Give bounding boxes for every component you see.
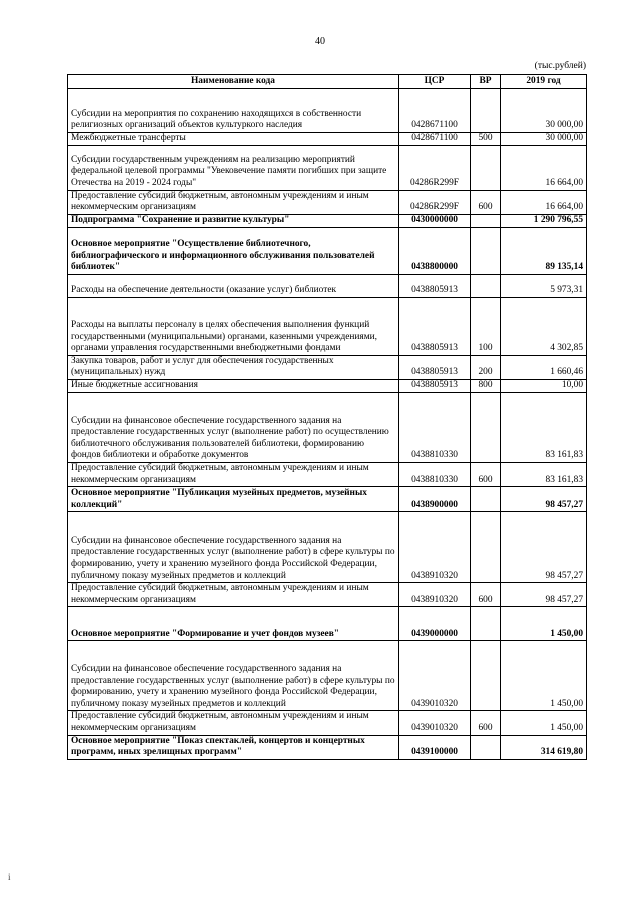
cell-vr [471,607,501,641]
cell-amount: 1 450,00 [501,711,587,735]
cell-vr [471,274,501,297]
table-row [68,89,587,133]
cell-csr: 0438805913 [399,379,471,392]
cell-amount: 314 619,80 [501,735,587,759]
table-row [68,297,587,355]
header-name: Наименование кода [68,75,399,89]
cell-amount: 16 664,00 [501,190,587,214]
cell-csr: 0438810330 [399,392,471,462]
cell-name: Расходы на выплаты персоналу в целях обеспечения выполнения функций государственными (муниципальными) органами, казенными учреждениями, органами управления государственными внебюджетными фондами [68,297,399,355]
cell-amount: 5 973,31 [501,274,587,297]
cell-vr: 600 [471,462,501,486]
cell-amount: 1 290 796,55 [501,214,587,227]
cell-name: Субсидии на финансовое обеспечение государственного задания на предоставление государственных услуг (выполнение работ) в сфере культуры по формированию, учету и хранению музейного фонда Российской Федерации, публичному показу музейных предметов и коллекций [68,641,399,711]
cell-name: Предоставление субсидий бюджетным, автономным учреждениям и иным некоммерческим организациям [68,462,399,486]
table-row [68,274,587,297]
cell-name: Иные бюджетные ассигнования [68,379,399,392]
cell-csr: 0430000000 [399,214,471,227]
cell-amount: 10,00 [501,379,587,392]
cell-csr: 0439010320 [399,641,471,711]
cell-csr: 0438805913 [399,274,471,297]
cell-name: Субсидии государственным учреждениям на реализацию мероприятий федеральной целевой программы "Увековечение памяти погибших при защите Отечества на 2019 - 2024 годы" [68,145,399,190]
table-row [68,133,587,146]
table-row [68,487,587,512]
cell-csr: 0439000000 [399,607,471,641]
cell-amount: 1 450,00 [501,607,587,641]
cell-csr: 0439100000 [399,735,471,759]
cell-csr: 0438910320 [399,512,471,583]
cell-name: Субсидии на мероприятия по сохранению находящихся в собственности религиозных организаций объектов культуркого наследия [68,89,399,133]
cell-amount: 89 135,14 [501,227,587,274]
cell-csr: 04286R299F [399,190,471,214]
cell-name: Субсидии на финансовое обеспечение государственного задания на предоставление государственных услуг (выполнение работ) в сфере культуры по формированию, учету и хранению музейного фонда Российской Федерации, публичному показу музейных предметов и коллекций [68,512,399,583]
cell-vr [471,392,501,462]
cell-name: Основное мероприятие "Осуществление библиотечного, библиографического и информационного обслуживания пользователей библиотек" [68,227,399,274]
cell-csr: 0438800000 [399,227,471,274]
cell-vr [471,145,501,190]
cell-vr: 200 [471,355,501,379]
budget-table [67,74,587,760]
cell-name: Основное мероприятие "Показ спектаклей, концертов и концертных программ, иных зрелищных программ" [68,735,399,759]
page-number: 40 [315,36,325,47]
cell-csr: 0438910320 [399,583,471,607]
cell-csr: 0438805913 [399,297,471,355]
cell-vr: 600 [471,190,501,214]
header-vr: ВР [471,75,501,89]
cell-amount: 83 161,83 [501,392,587,462]
cell-amount: 1 450,00 [501,641,587,711]
cell-vr [471,641,501,711]
table-row [68,583,587,607]
cell-vr: 600 [471,583,501,607]
table-row [68,512,587,583]
cell-name: Основное мероприятие "Публикация музейных предметов, музейных коллекций" [68,487,399,512]
table-row [68,379,587,392]
cell-vr: 100 [471,297,501,355]
cell-vr: 800 [471,379,501,392]
table-row [68,462,587,486]
table-row [68,392,587,462]
cell-name: Подпрограмма "Сохранение и развитие культуры" [68,214,399,227]
table-header-row [68,75,587,89]
table-row [68,711,587,735]
table-row [68,190,587,214]
table-row [68,214,587,227]
cell-csr: 0438900000 [399,487,471,512]
cell-name: Межбюджетные трансферты [68,133,399,146]
table-row [68,641,587,711]
cell-amount: 98 457,27 [501,487,587,512]
cell-csr: 0439010320 [399,711,471,735]
table-row [68,735,587,759]
cell-csr: 04286R299F [399,145,471,190]
header-csr: ЦСР [399,75,471,89]
cell-amount: 30 000,00 [501,133,587,146]
cell-vr [471,487,501,512]
cell-amount: 16 664,00 [501,145,587,190]
cell-name: Закупка товаров, работ и услуг для обеспечения государственных (муниципальных) нужд [68,355,399,379]
header-amount: 2019 год [501,75,587,89]
cell-amount: 4 302,85 [501,297,587,355]
cell-amount: 83 161,83 [501,462,587,486]
cell-name: Основное мероприятие "Формирование и учет фондов музеев" [68,607,399,641]
cell-amount: 98 457,27 [501,512,587,583]
cell-csr: 0428671100 [399,89,471,133]
cell-csr: 0428671100 [399,133,471,146]
cell-name: Предоставление субсидий бюджетным, автономным учреждениям и иным некоммерческим организациям [68,583,399,607]
cell-vr [471,89,501,133]
cell-name: Предоставление субсидий бюджетным, автономным учреждениям и иным некоммерческим организациям [68,711,399,735]
table-row [68,227,587,274]
cell-name: Предоставление субсидий бюджетным, автономным учреждениям и иным некоммерческим организациям [68,190,399,214]
cell-name: Субсидии на финансовое обеспечение государственного задания на предоставление государственных услуг (выполнение работ) по осуществлению библиотечного обслуживания пользователей библиотеки, формированию фондов библиотеки и обработке документов [68,392,399,462]
cell-amount: 1 660,46 [501,355,587,379]
cell-name: Расходы на обеспечение деятельности (оказание услуг) библиотек [68,274,399,297]
cell-vr [471,512,501,583]
cell-vr [471,214,501,227]
unit-label: (тыс.рублей) [534,61,586,71]
cell-vr [471,227,501,274]
table-row [68,355,587,379]
cell-amount: 98 457,27 [501,583,587,607]
cell-amount: 30 000,00 [501,89,587,133]
cell-vr [471,735,501,759]
margin-mark: i [8,872,11,882]
cell-csr: 0438810330 [399,462,471,486]
cell-vr: 500 [471,133,501,146]
cell-vr: 600 [471,711,501,735]
table-row [68,607,587,641]
table-row [68,145,587,190]
cell-csr: 0438805913 [399,355,471,379]
